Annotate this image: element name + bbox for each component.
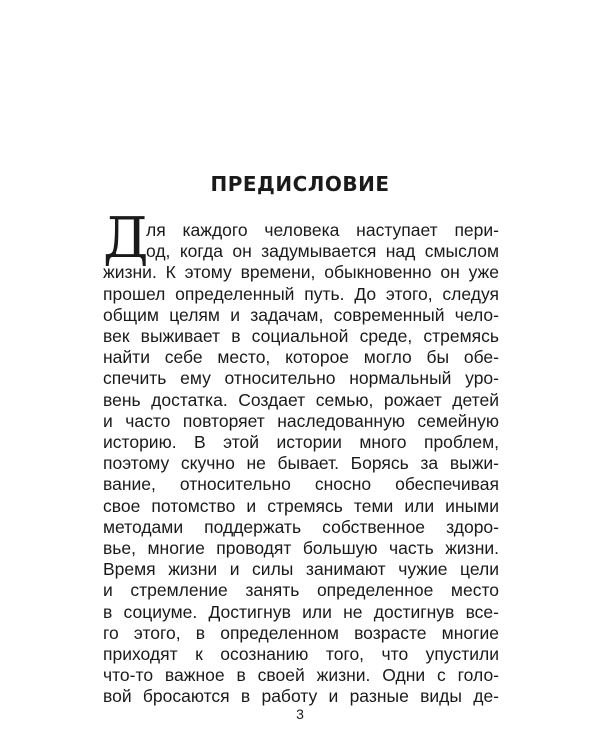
chapter-heading: ПРЕДИСЛОВИЕ: [210, 172, 390, 196]
text-line: вье, многие проводят большую часть жизни.: [103, 538, 499, 558]
text-line: приходят к осознанию того, что упустили: [103, 644, 499, 664]
text-line: вание, относительно сносно обеспечивая: [103, 474, 499, 494]
text-line: век выживает в социальной среде, стремясь: [103, 326, 499, 346]
text-line: методами поддержать собственное здоро-: [103, 517, 499, 537]
text-line: спечить ему относительно нормальный уро-: [103, 368, 499, 388]
text-line: историю. В этой истории много проблем,: [103, 432, 499, 452]
page-number: 3: [296, 706, 304, 722]
text-line: и стремление занять определенное место: [103, 580, 499, 600]
text-line: свое потомство и стремясь теми или иными: [103, 496, 499, 516]
drop-cap: Д: [103, 206, 149, 271]
text-line: вой бросаются в работу и разные виды де-: [103, 686, 499, 706]
text-line: прошел определенный путь. До этого, следуя: [103, 284, 499, 304]
text-line: жизни. К этому времени, обыкновенно он уже: [103, 262, 499, 282]
text-line-2: од, когда он задумывается над смыслом: [146, 241, 499, 261]
text-line: найти себе место, которое могло бы обе-: [103, 347, 499, 367]
text-line: общим целям и задачам, современный чело-: [103, 305, 499, 325]
text-line: в социуме. Достигнув или не достигнув все-: [103, 602, 499, 622]
text-line: поэтому скучно не бывает. Борясь за выжи-: [103, 453, 499, 473]
text-line: Время жизни и силы занимают чужие цели: [103, 559, 499, 579]
text-line: и часто повторяет наследованную семейную: [103, 411, 499, 431]
text-line-1: ля каждого человека наступает пери-: [146, 220, 499, 240]
text-line: вень достатка. Создает семью, рожает детей: [103, 390, 499, 410]
text-line: го этого, в определенном возрасте многие: [103, 623, 499, 643]
text-line: что-то важное в своей жизни. Одни с голо-: [103, 665, 499, 685]
